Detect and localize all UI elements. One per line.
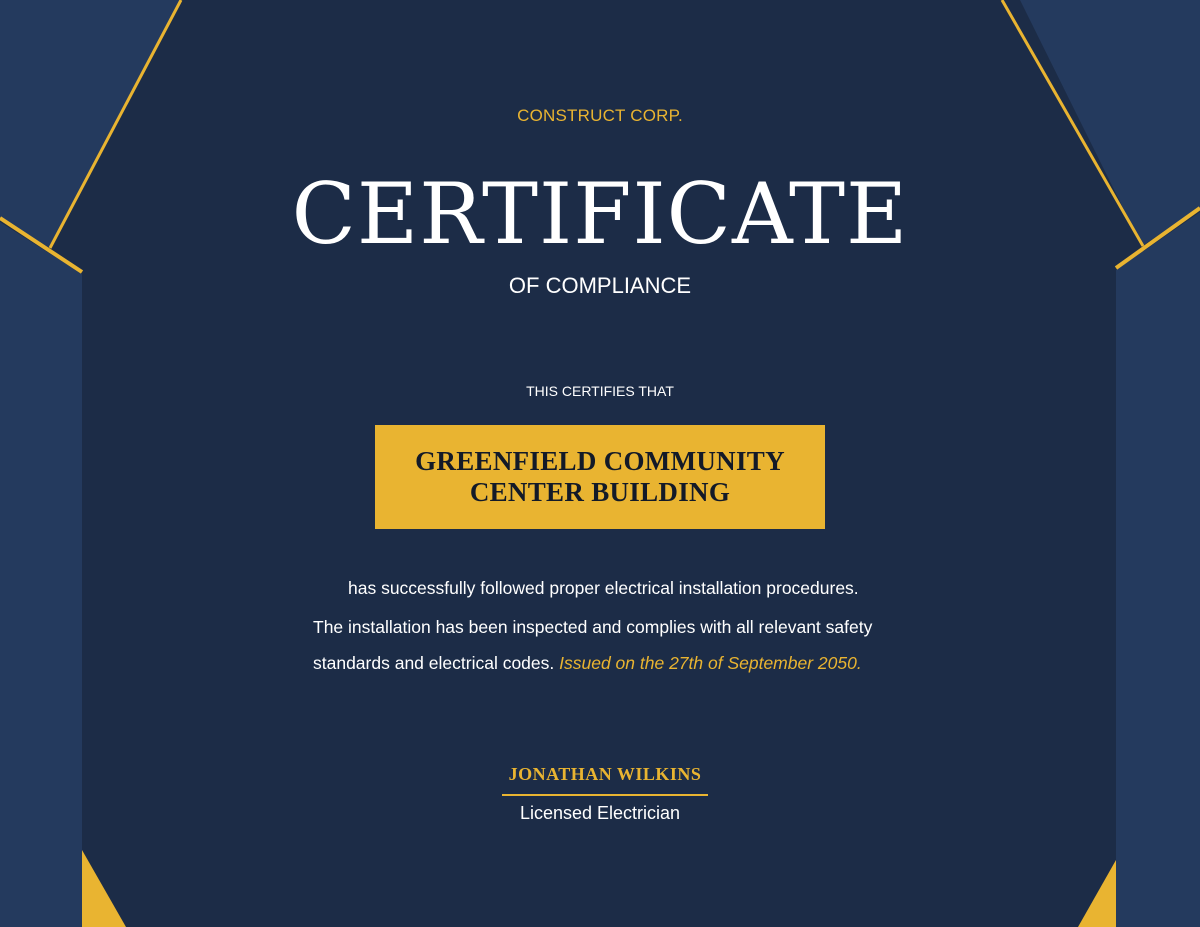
recipient-name (415, 446, 785, 508)
recipient-line-2: CENTER BUILDING (469, 477, 731, 507)
body-text-line-3 (313, 653, 862, 674)
signer-role: Licensed Electrician (519, 803, 681, 823)
signature-line (502, 794, 708, 796)
certificate-title: CERTIFICATE (291, 165, 909, 263)
recipient-banner (375, 425, 825, 529)
signer-name: JONATHAN WILKINS (508, 764, 702, 784)
company-name: CONSTRUCT CORP. (517, 106, 683, 125)
body-text-line-3-main: standards and electrical codes. (313, 653, 555, 673)
certifies-label: THIS CERTIFIES THAT (526, 383, 674, 399)
bottom-right-gold-triangle (1078, 860, 1116, 927)
recipient-line-1: GREENFIELD COMMUNITY (415, 446, 785, 476)
bottom-left-gold-triangle (82, 850, 126, 927)
issue-date-text: Issued on the 27th of September 2050. (559, 653, 862, 673)
body-text-line-1: has successfully followed proper electrical installation procedures. (348, 578, 859, 598)
body-text-line-2: The installation has been inspected and complies with all relevant safety (313, 617, 873, 637)
certificate-subtitle: OF COMPLIANCE (508, 273, 692, 298)
